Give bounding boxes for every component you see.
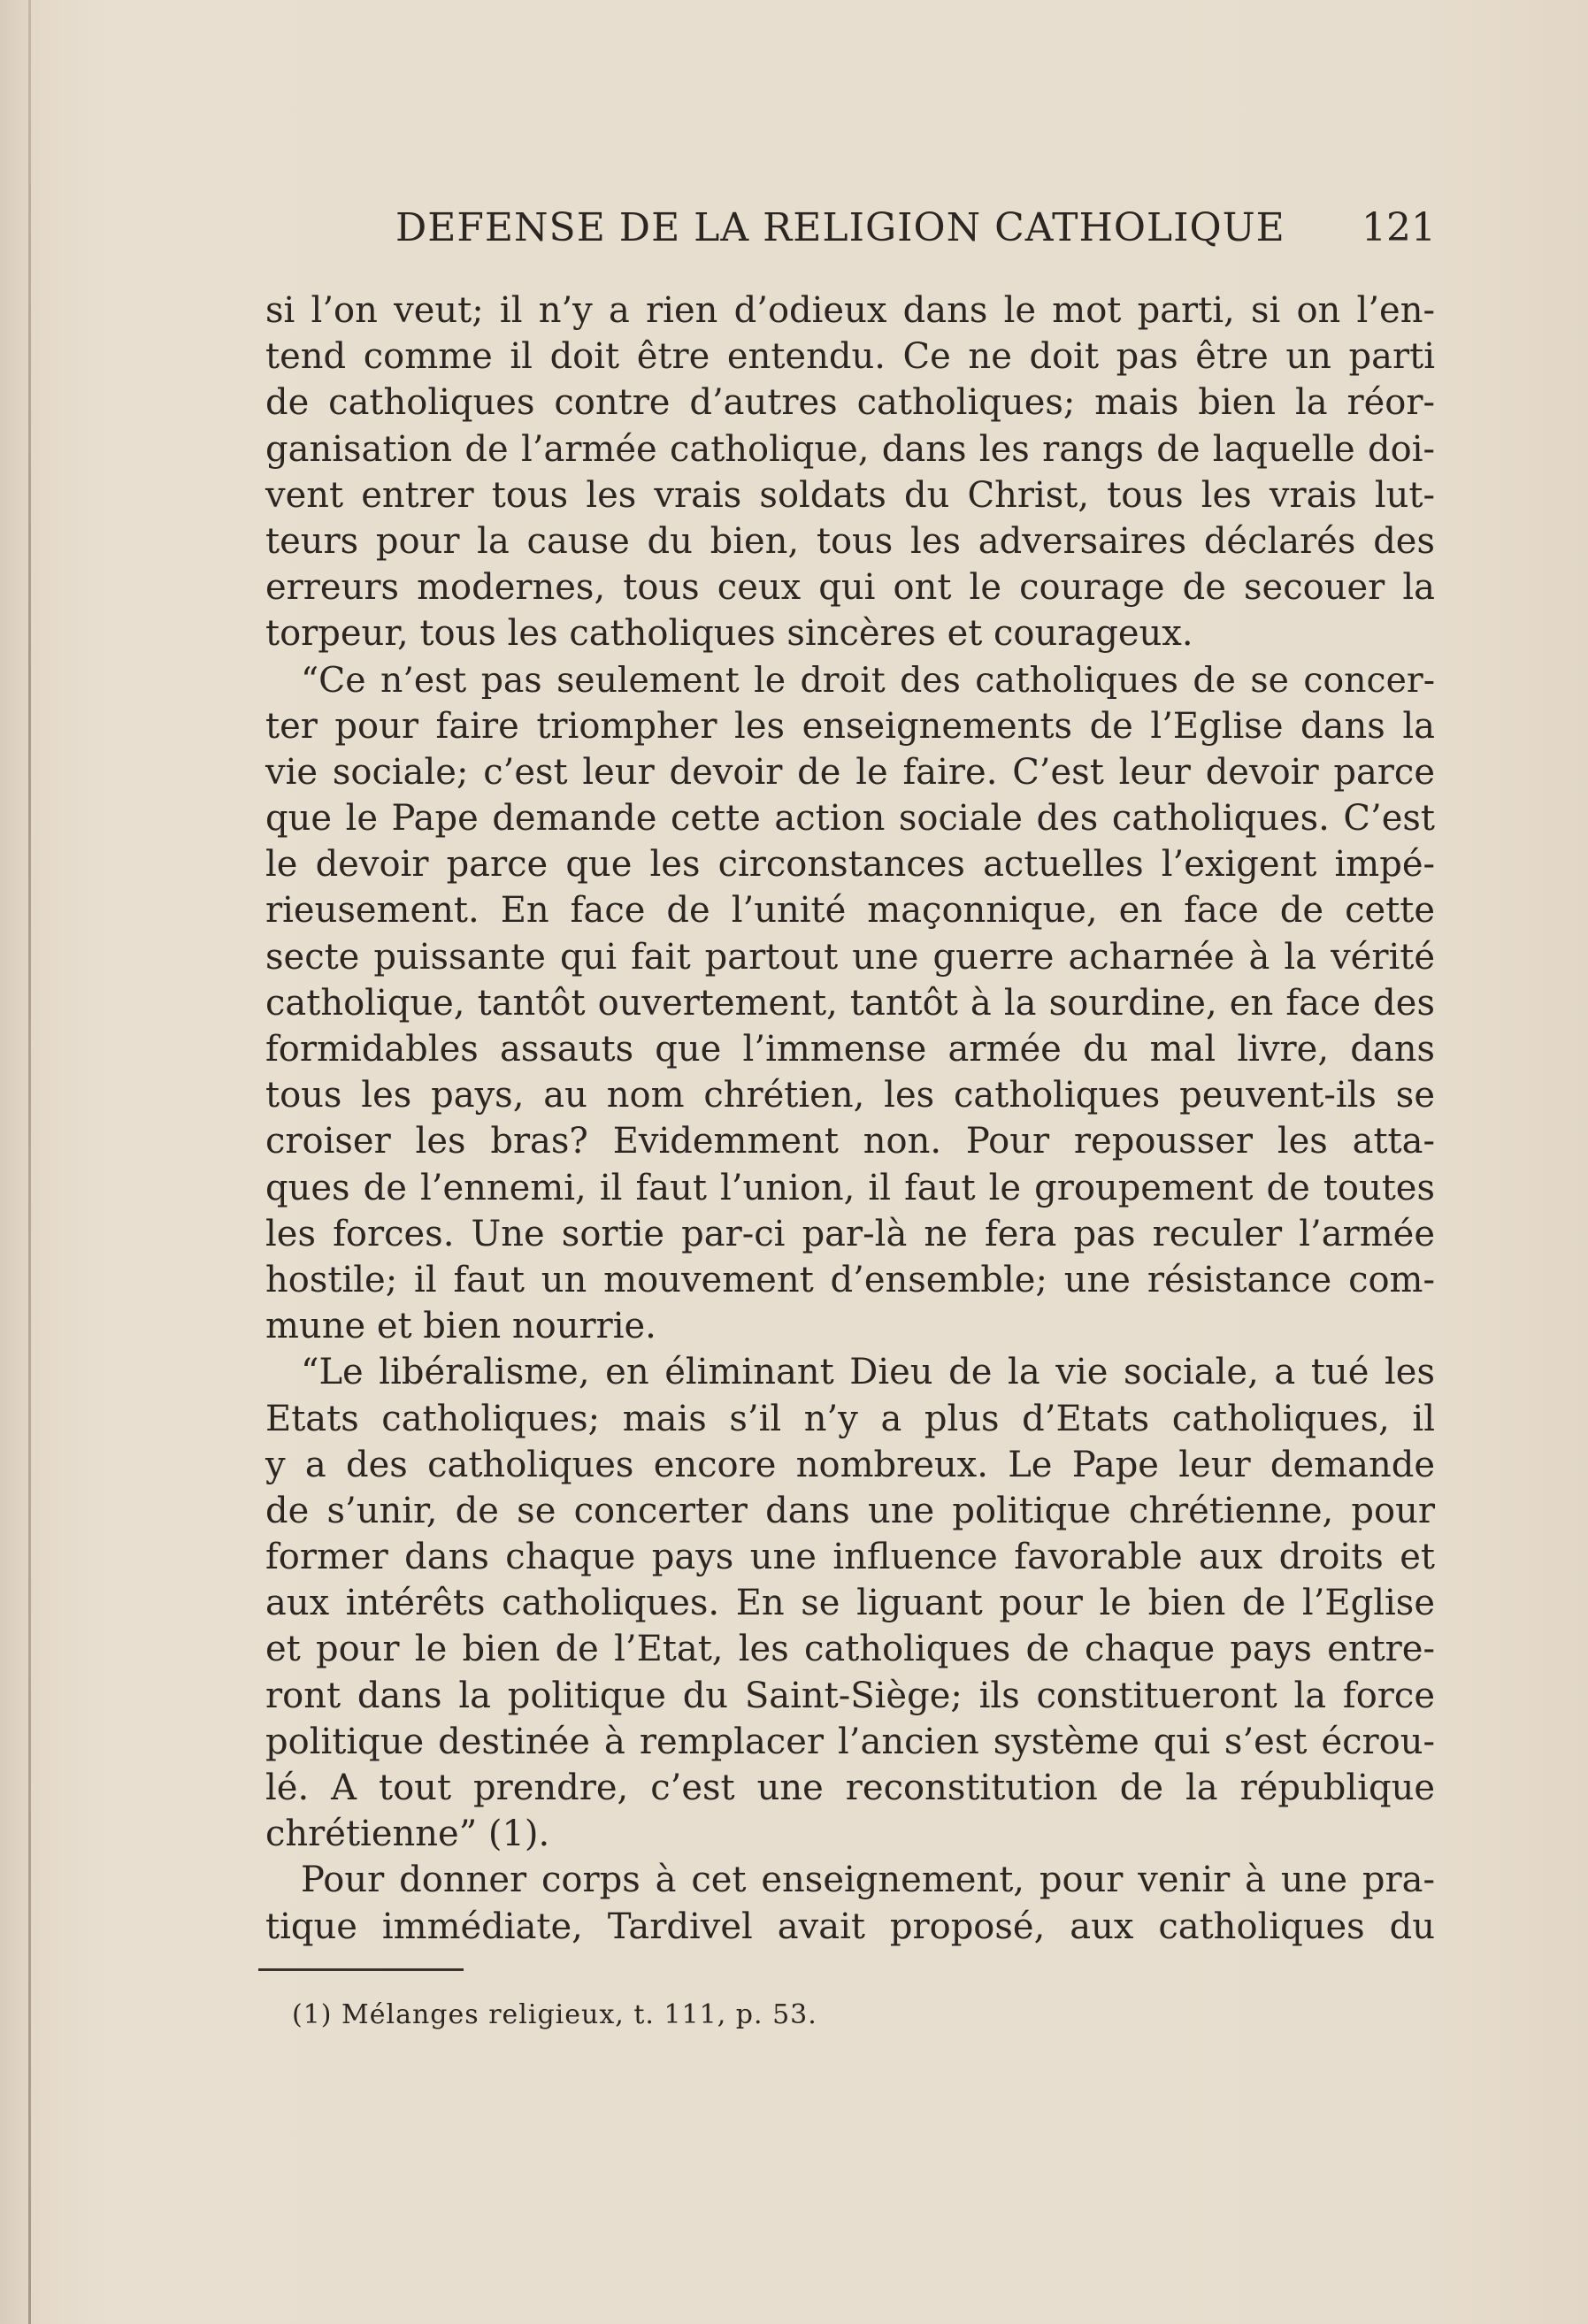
text-line: Pour donner corps à cet enseignement, pour venir à une pra-: [301, 1860, 1435, 1901]
text-line: croiser les bras? Evidemment non. Pour repousser les atta-: [265, 1121, 1435, 1162]
text-line: tous les pays, au nom chrétien, les catholiques peuvent-ils se: [265, 1075, 1435, 1116]
text-line: tend comme il doit être entendu. Ce ne doit pas être un parti: [265, 336, 1435, 378]
text-line: catholique, tantôt ouvertement, tantôt à la sourdine, en face des: [265, 982, 1435, 1024]
text-line: vie sociale; c’est leur devoir de le faire. C’est leur devoir parce: [265, 751, 1435, 793]
text-line: le devoir parce que les circonstances actuelles l’exigent impé-: [265, 844, 1435, 886]
binding-gutter: [28, 0, 31, 2324]
text-line: si l’on veut; il n’y a rien d’odieux dans le mot parti, si on l’en-: [265, 290, 1435, 331]
text-line: “Le libéralisme, en éliminant Dieu de la vie sociale, a tué les: [301, 1352, 1435, 1393]
footnote-divider: [258, 1968, 464, 1971]
text-line: vent entrer tous les vrais soldats du Christ, tous les vrais lut-: [265, 474, 1435, 516]
text-line: mune et bien nourrie.: [265, 1306, 656, 1347]
running-title: DEFENSE DE LA RELIGION CATHOLIQUE: [395, 205, 1285, 250]
text-line: les forces. Une sortie par-ci par-là ne fera pas reculer l’armée: [265, 1213, 1435, 1254]
footnote: (1) Mélanges religieux, t. 111, p. 53.: [292, 1999, 817, 2030]
text-line: aux intérêts catholiques. En se liguant pour le bien de l’Eglise: [265, 1583, 1435, 1624]
text-line: chrétienne” (1).: [265, 1814, 550, 1855]
page-number: 121: [1362, 205, 1436, 250]
text-line: de s’unir, de se concerter dans une politique chrétienne, pour: [265, 1490, 1435, 1531]
page-header: [395, 202, 1436, 255]
text-line: politique destinée à remplacer l’ancien système qui s’est écrou-: [265, 1721, 1435, 1762]
text-line: ganisation de l’armée catholique, dans les rangs de laquelle doi-: [265, 428, 1435, 470]
text-line: “Ce n’est pas seulement le droit des catholiques de se concer-: [301, 659, 1435, 701]
text-line: et pour le bien de l’Etat, les catholiques de chaque pays entre-: [265, 1629, 1435, 1670]
text-line: ter pour faire triompher les enseignements de l’Eglise dans la: [265, 705, 1435, 747]
text-line: ront dans la politique du Saint-Siège; ils constitueront la force: [265, 1675, 1435, 1716]
text-line: Etats catholiques; mais s’il n’y a plus d’Etats catholiques, il: [265, 1398, 1435, 1439]
text-line: ques de l’ennemi, il faut l’union, il faut le groupement de toutes: [265, 1167, 1435, 1208]
text-line: formidables assauts que l’immense armée du mal livre, dans: [265, 1029, 1435, 1070]
text-line: rieusement. En face de l’unité maçonnique, en face de cette: [265, 890, 1435, 932]
text-line: de catholiques contre d’autres catholiques; mais bien la réor-: [265, 382, 1435, 424]
text-line: tique immédiate, Tardivel avait proposé, aux catholiques du: [265, 1906, 1435, 1947]
text-line: torpeur, tous les catholiques sincères et courageux.: [265, 613, 1193, 655]
body-text: [265, 288, 1435, 1950]
text-line: erreurs modernes, tous ceux qui ont le courage de secouer la: [265, 567, 1435, 609]
text-line: former dans chaque pays une influence favorable aux droits et: [265, 1537, 1435, 1578]
text-line: que le Pape demande cette action sociale des catholiques. C’est: [265, 798, 1435, 840]
text-line: hostile; il faut un mouvement d’ensemble; une résistance com-: [265, 1259, 1435, 1300]
text-line: y a des catholiques encore nombreux. Le Pape leur demande: [265, 1444, 1435, 1485]
text-line: secte puissante qui fait partout une guerre acharnée à la vérité: [265, 936, 1435, 978]
text-line: lé. A tout prendre, c’est une reconstitution de la république: [265, 1768, 1435, 1808]
text-line: teurs pour la cause du bien, tous les adversaires déclarés des: [265, 520, 1435, 562]
